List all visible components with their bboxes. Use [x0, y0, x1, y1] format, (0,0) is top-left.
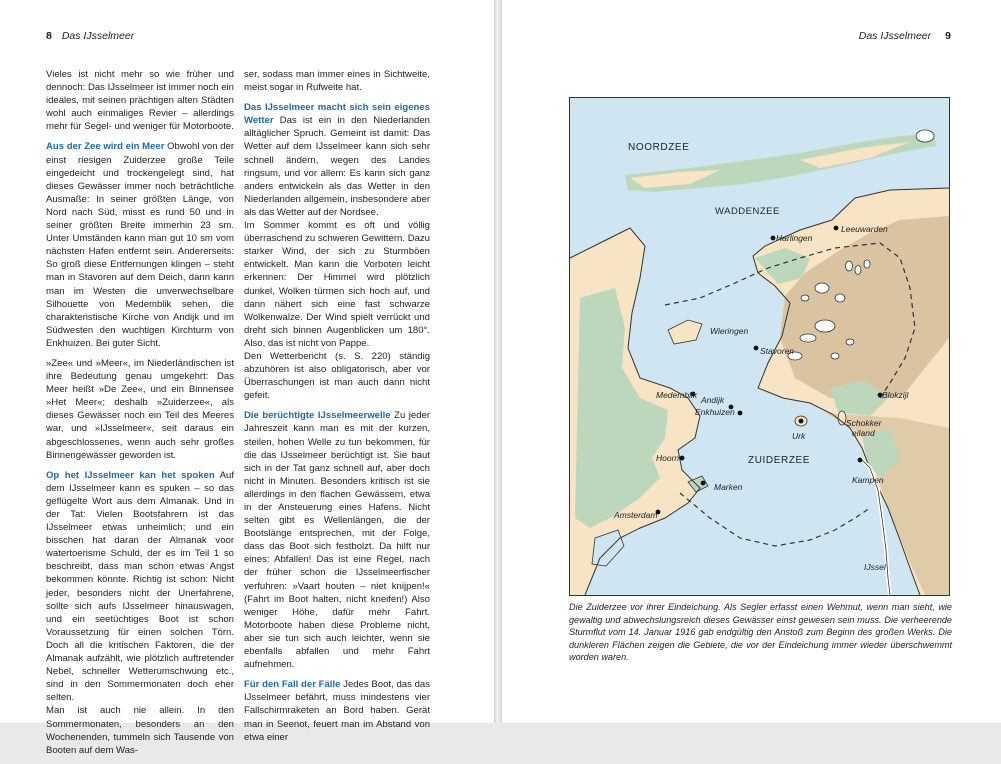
paragraph-text: Zu jeder Jahreszeit kann man es mit der kurzen, steilen, hohen Welle zu tun bekommen, für die das IJsselmeer berüchtigt ist. Sie baut sich in der Tat ganz schnell auf, aber doch nicht in Minuten. Besonders kritisch ist sie allerdings in den flachen Gewässern, etwa in der Ansteuerung eines Hafens. Nicht selten gibt es Wellenlängen, die der Bootslänge entsprechen, mit der Folge, dass das Boot sich festbolzt. Da hilft nur eines: Abfallen! Das ist eine Regel, nach der früher schon die IJsselmeerfischer verfuhren: »Vaart houten – niet knijpen!« (Fahrt im Boot halten, nicht kneifen!) Also weniger Höhe, dafür mehr Fahrt. Motorboote haben diese Probleme nicht, aber sie tun sich auch leichter, wenn sie ebenfalls abfallen und mehr Fahrt aufnehmen. — [244, 410, 430, 671]
leeuwarden-label: Leeuwarden — [841, 224, 888, 234]
zuiderzee-label: ZUIDERZEE — [748, 455, 811, 466]
paragraph — [46, 704, 234, 756]
text-column-1 — [46, 68, 234, 764]
stavoren-label: Stavoren — [760, 346, 795, 356]
paragraph-text: ser, sodass man immer eines in Sichtweite, meist sogar in Rufweite hat. — [244, 69, 430, 94]
paragraph — [244, 68, 430, 94]
paragraph — [46, 68, 234, 133]
harlingen-label: Harlingen — [776, 233, 813, 243]
noordzee-label: NOORDZEE — [628, 142, 690, 153]
paragraph — [46, 140, 234, 350]
paragraph-text: Vieles ist nicht mehr so wie früher und dennoch: Das IJsselmeer ist immer noch ein ideales, mit seinen prächtigen alten Städten wohl auch einmaliges Revier – allerdings mehr für Segel- und weniger für Motorboote. — [46, 69, 234, 133]
ijssel-label: IJssel — [864, 562, 886, 572]
waddenzee-label: WADDENZEE — [715, 206, 780, 217]
map-graphic — [570, 98, 949, 595]
paragraph-text: »Zee« und »Meer«, im Niederländischen ist ihre Bedeutung genau umgekehrt: Das Meer heißt »De Zee«, und ein Binnensee »Het Meer«; deshalb »Zuiderzee«, als dieses Gewässer noch ein Teil des Meeres war, und »IJsselmeer«, seit daraus ein abgeschlossenes, wenn auch sehr großes Binnengewässer geworden ist. — [46, 357, 234, 461]
section-heading: Aus der Zee wird ein Meer — [46, 141, 165, 153]
left-running-header — [46, 30, 134, 42]
marken-label: Marken — [714, 482, 743, 492]
enkhuizen-label: Enkhuizen — [695, 407, 735, 417]
right-running-title: Das IJsselmeer — [858, 30, 932, 42]
right-running-header — [859, 30, 951, 42]
schokker-label-line2: eiland — [852, 428, 875, 438]
paragraph — [244, 101, 430, 219]
left-running-title: Das IJsselmeer — [61, 30, 135, 42]
section-heading: Für den Fall der Fälle — [244, 679, 341, 691]
right-page-number: 9 — [945, 30, 951, 42]
paragraph-text: Man ist auch nie allein. In den Sommermonaten, besonders an den Wochenenden, tummeln sich Tausende von Booten auf dem Was- — [46, 705, 234, 756]
kampen-label: Kampen — [852, 475, 884, 485]
left-page — [0, 0, 494, 756]
urk-label: Urk — [792, 431, 806, 441]
zuiderzee-map — [569, 97, 950, 596]
book-gutter — [494, 0, 502, 723]
paragraph-text: Im Sommer kommt es oft und völlig überraschend zu schweren Gewittern. Dazu starker Wind, der sich zu Sturmböen entwickelt. Man kann die Vorboten leicht erkennen: Der Himmel wird plötzlich dunkel, Wolken türmen sich hoch auf, und dann nähert sich eine fast schwarze Wolkenwalze. Der Wind spielt verrückt und dreht sich binnen Augenblicken um 180°. Also, das ist nicht von Pappe. — [244, 220, 430, 349]
map-caption: Die Zuiderzee vor ihrer Eindeichung. Als Segler erfasst einen Wehmut, wenn man sieht, wie gewaltig und abwechslungsreich dieses Gewässer einst gewesen sein muss. Die verheerende Sturmflut vom 14. Januar 1916 gab endgültig den Anstoß zum Beginn des großen Werks. Die dunkleren Flächen zeigen die Gebiete, die vor der Eindeichung immer wieder überschwemmt worden waren. — [569, 602, 952, 663]
right-page — [502, 0, 1001, 723]
paragraph-text: Jedes Boot, das das IJsselmeer befährt, muss mindestens vier Fallschirmraketen an Bord haben. Gerät man in Seenot, feuert man im Abstand von etwa einer — [244, 679, 430, 743]
paragraph-text: Den Wetterbericht (s. S. 220) ständig abzuhören ist also obligatorisch, aber vor Überraschungen ist man auch dann nicht gefeit. — [244, 350, 430, 402]
paragraph — [244, 678, 430, 743]
paragraph-text: Obwohl von der einst riesigen Zuiderzee große Teile eingedeicht und trockengelegt sind, hat dieses Gewässer immer noch beträchtliche Ausmaße: In seiner größten Länge, von Nord nach Süd, misst es rund 50 und in seiner größten Breite immerhin 23 sm. Unter Umständen kann man gut 10 sm vom nächsten Hafen entfernt sein. Andererseits: So groß diese Entfernungen klingen – steht man in Stavoren auf dem Deich, dann kann man im Westen die unverwechselbare Silhouette von Medemblik sehen, die charakteristische Kirche von Andijk und im Südwesten den wuchtigen Kirchturm von Enkhuizen. Bei guter Sicht. — [46, 141, 234, 349]
paragraph-text: Das ist ein in den Niederlanden alltäglicher Spruch. Gemeint ist damit: Das Wetter auf dem IJsselmeer kann sich sehr schnell ändern, wegen des Landes ringsum, und vor allem: Es kann sich ganz anders entwickeln als das Wetter in den Niederlanden allgemein, insbesondere aber als das Wetter auf der Nordsee. — [244, 115, 430, 218]
left-page-number: 8 — [46, 30, 52, 42]
amsterdam-label: Amsterdam — [614, 510, 658, 520]
schokland-island — [838, 411, 846, 425]
schokker-label-line1: Schokker — [846, 418, 882, 428]
paragraph — [244, 219, 430, 350]
paragraph — [46, 357, 234, 462]
section-heading: Die berüchtigte IJsselmeerwelle — [244, 410, 391, 422]
paragraph-text: Auf dem IJsselmeer kann es spuken – so das geflügelte Wort aus dem Almanak. Und in der Tat: Vielen Bootsfahrern ist das IJsselmeer etwas unheimlich; und ein bisschen hat daran der Almanak voor watertoerisme Schuld, der es im Teil 1 so beschreibt, dass man schon etwas Angst bekommen könnte. Richtig ist schon: Nicht jeder, besonders nicht der Unerfahrene, sollte sich aufs IJsselmeer hinauswagen, und ein seetüchtiges Boot ist schon Voraussetzung für einen solchen Törn. Doch all die kritischen Faktoren, die der Almanak aufzählt, wie plötzlich auftretender Nebel, schneller Wetterumschwung etc., sind in den Sommermonaten doch eher selten. — [46, 469, 234, 704]
andijk-label: Andijk — [701, 395, 725, 405]
text-column-2 — [244, 68, 430, 751]
medemblik-label: Medemblik — [656, 390, 698, 400]
blokzijl-label: Blokzijl — [882, 390, 909, 400]
paragraph — [46, 469, 234, 705]
section-heading: Das IJsselmeer macht sich sein eigenes Wetter — [244, 102, 430, 127]
paragraph — [244, 409, 430, 671]
wieringen-label: Wieringen — [710, 326, 749, 336]
hoorn-label: Hoorn — [656, 453, 680, 463]
section-heading: Op het IJsselmeer kan het spoken — [46, 469, 215, 481]
paragraph — [244, 350, 430, 402]
